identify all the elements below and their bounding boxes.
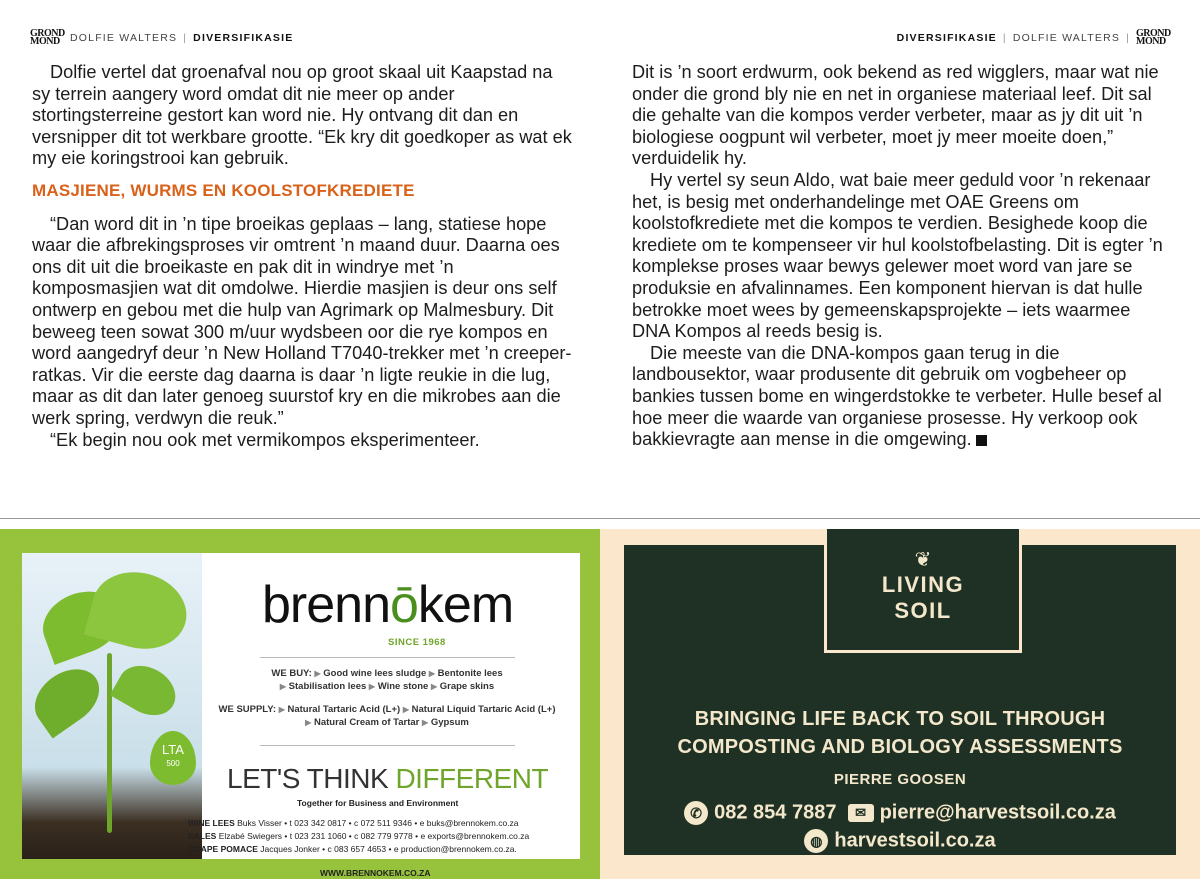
contact-text: Jacques Jonker • c 083 657 4653 • e production@brennokem.co.za. [260,844,517,854]
article-paragraph: Hy vertel sy seun Aldo, wat baie meer geduld voor ’n rekenaar het, is besig met onderhandelinge met OAE Greens om koolstofkrediete met die kompos te verdien. Besighede koop die krediete om te kompenseer vir hul koolstofbelasting. Dit is egter ’n komplekse proses waar bewys gelewer moet word van jare se produksie en afvalinnames. Een komponent hiervan is dat hulle betrokke moet wees by gemeenskapsprojekte – iets waarmee DNA Kompos al reeds besig is. [632,169,1163,342]
tagline-line: BRINGING LIFE BACK TO SOIL THROUGH [694,708,1106,730]
author-name: DOLFIE WALTERS [1012,32,1121,44]
article-paragraph [632,343,1172,451]
contact-line [188,817,580,830]
contact-label: WINE LEES [188,818,235,828]
buy-item: Wine stone [377,681,429,692]
author-name: DOLFIE WALTERS [70,32,178,44]
slogan-emphasis: DIFFERENT [395,763,549,794]
we-supply-list [202,703,572,729]
article-column-left [32,62,572,451]
living-soil-advert [600,529,1200,879]
seedling-photo [22,553,202,859]
buy-item: Good wine lees sludge [323,668,427,679]
contact-line [188,843,580,856]
we-supply-label: WE SUPPLY: [218,704,277,715]
publication-logo: GROND MOND [1136,28,1171,47]
logo-title-line: LIVING [881,572,965,597]
leaf-shape [110,656,184,725]
section-name: DIVERSIFIKASIE [193,32,294,44]
end-mark-icon: ■ [976,435,987,446]
buy-item: Grape skins [439,681,495,692]
page-header-right [897,30,1170,46]
logo-title-line: SOIL [894,598,952,623]
slogan [227,763,548,795]
website-link[interactable]: WWW.BRENNOKEM.CO.ZA [320,868,431,878]
since-label: SINCE 1968 [388,637,446,648]
sprout-icon: ❦ [914,549,932,571]
supply-item: Natural Cream of Tartar [313,717,420,728]
we-buy-list [212,667,562,693]
contact-line [188,830,580,843]
contact-person: PIERRE GOOSEN [833,771,967,788]
arrow-icon: ▶ [314,669,321,678]
tagline: Together for Business and Environment [297,798,459,808]
contact-row [624,829,1176,853]
buy-item: Bentonite lees [437,668,503,679]
arrow-icon: ▶ [368,682,376,691]
brennokem-advert-panel [22,553,580,878]
globe-icon: ◍ [804,829,828,853]
living-soil-panel [624,545,1176,855]
seedling-stem [107,653,112,833]
buy-item: Stabilisation lees [288,681,367,692]
article-paragraph: “Dan word dit in ’n tipe broeikas geplaas – lang, statiese hope waar die afbrekingsproses vir omtrent ’n maand duur. Daarna oes ons dit uit die broeikaste en pak dit in windrye met ’n komposmasjien wat dit omdolwe. Hierdie masjien is deur ons self ontwerp en gebou met die hulp van Agrimark op Malmesbury. Dit beweeg teen sowat 300 m/uur wydsbeen oor die rye kompos en word aangedryf deur ’n New Holland T7040-trekker met ’n creeper-ratkas. Vir die eerste dag daarna is daar ’n ligte reukie in die lug, maar as dit dan later genoeg suurstof kry en die mikrobes aan die werk spring, verdwyn die reuk.” [32,213,572,428]
brand-text: kem [417,576,514,634]
publication-logo: GROND MOND [30,28,65,47]
lta-label: LTA [162,742,184,757]
supply-item: Gypsum [430,717,469,728]
we-buy-label: WE BUY: [271,668,312,679]
phone-number[interactable]: 082 854 7887 [714,801,837,824]
website-link[interactable]: harvestsoil.co.za [834,829,996,852]
brand-text: brenn [262,576,390,634]
lta-number: 500 [166,759,180,768]
divider [260,657,515,658]
contact-label: SALES [188,831,217,841]
article-paragraph: Dit is ’n soort erdwurm, ook bekend as red wigglers, maar wat nie onder die grond bly nie en net in organiese materiaal leef. Dit sal die gehalte van die kompos verder verbeter, maar as jy dit uit ’n biologiese oogpunt wil verbeter, moet jy meer moeite doen,” verduidelik hy. [632,62,1159,169]
contact-list [188,817,580,856]
article-paragraph: “Ek begin nou ook met vermikompos eksperimenteer. [50,429,480,450]
article-subheading: MASJIENE, WURMS EN KOOLSTOFKREDIETE [32,180,415,200]
contact-label: GRAPE POMACE [188,844,258,854]
email-icon: ✉ [848,804,874,822]
arrow-icon: ▶ [305,718,312,727]
section-name: DIVERSIFIKASIE [896,32,997,44]
page-header-left [30,30,293,46]
slogan-text: LET'S THINK [227,763,396,794]
brennokem-logo [262,575,513,635]
supply-item: Natural Liquid Tartaric Acid (L+) [411,704,556,715]
supply-item: Natural Tartaric Acid (L+) [287,704,401,715]
arrow-icon: ▶ [402,705,409,714]
phone-icon: ✆ [684,801,708,825]
divider [260,745,515,746]
contact-text: Buks Visser • t 023 342 0817 • c 072 511 9346 • e buks@brennokem.co.za [237,818,519,828]
brand-flask-o: ō [390,576,418,634]
arrow-icon: ▶ [428,669,436,678]
email-address[interactable]: pierre@harvestsoil.co.za [879,801,1116,824]
page-divider [0,518,1200,519]
contact-text: Elzabé Swiegers • t 023 231 1060 • c 082 779 9778 • e exports@brennokem.co.za [218,831,530,841]
header-divider: | [183,32,188,44]
article-paragraph: Dolfie vertel dat groenafval nou op groot skaal uit Kaapstad na sy terrein aangery word omdat dit nie meer op ander stortingsterreine gestort kan word nie. Hy ontvang dit dan en versnipper dit tot werkbare grootte. “Ek kry dit goedkoper as wat ek my eie koringstrooi kan gebruik. [32,62,572,169]
header-divider: | [1002,32,1007,44]
arrow-icon: ▶ [279,682,287,691]
article-paragraph-text: Die meeste van die DNA-kompos gaan terug in die landbousektor, waar produsente dit gebruik om vogbeheer op bankies tussen bome en wingerdstokke te verbeter. Hulle besef al hoe meer die waarde van organiese prosesse. Hy verkoop ook bakkievragte aan mense in die omgewing. [632,342,1162,450]
brennokem-advert [0,529,600,879]
living-soil-logo [824,529,1022,653]
tagline-line: COMPOSTING AND BIOLOGY ASSESSMENTS [677,736,1123,758]
contact-row [624,801,1176,825]
arrow-icon: ▶ [430,682,438,691]
header-divider: | [1126,32,1130,44]
arrow-icon: ▶ [278,705,285,714]
leaf-shape [24,657,110,738]
article-column-right [632,62,1172,451]
living-soil-tagline [624,705,1176,761]
arrow-icon: ▶ [422,718,429,727]
